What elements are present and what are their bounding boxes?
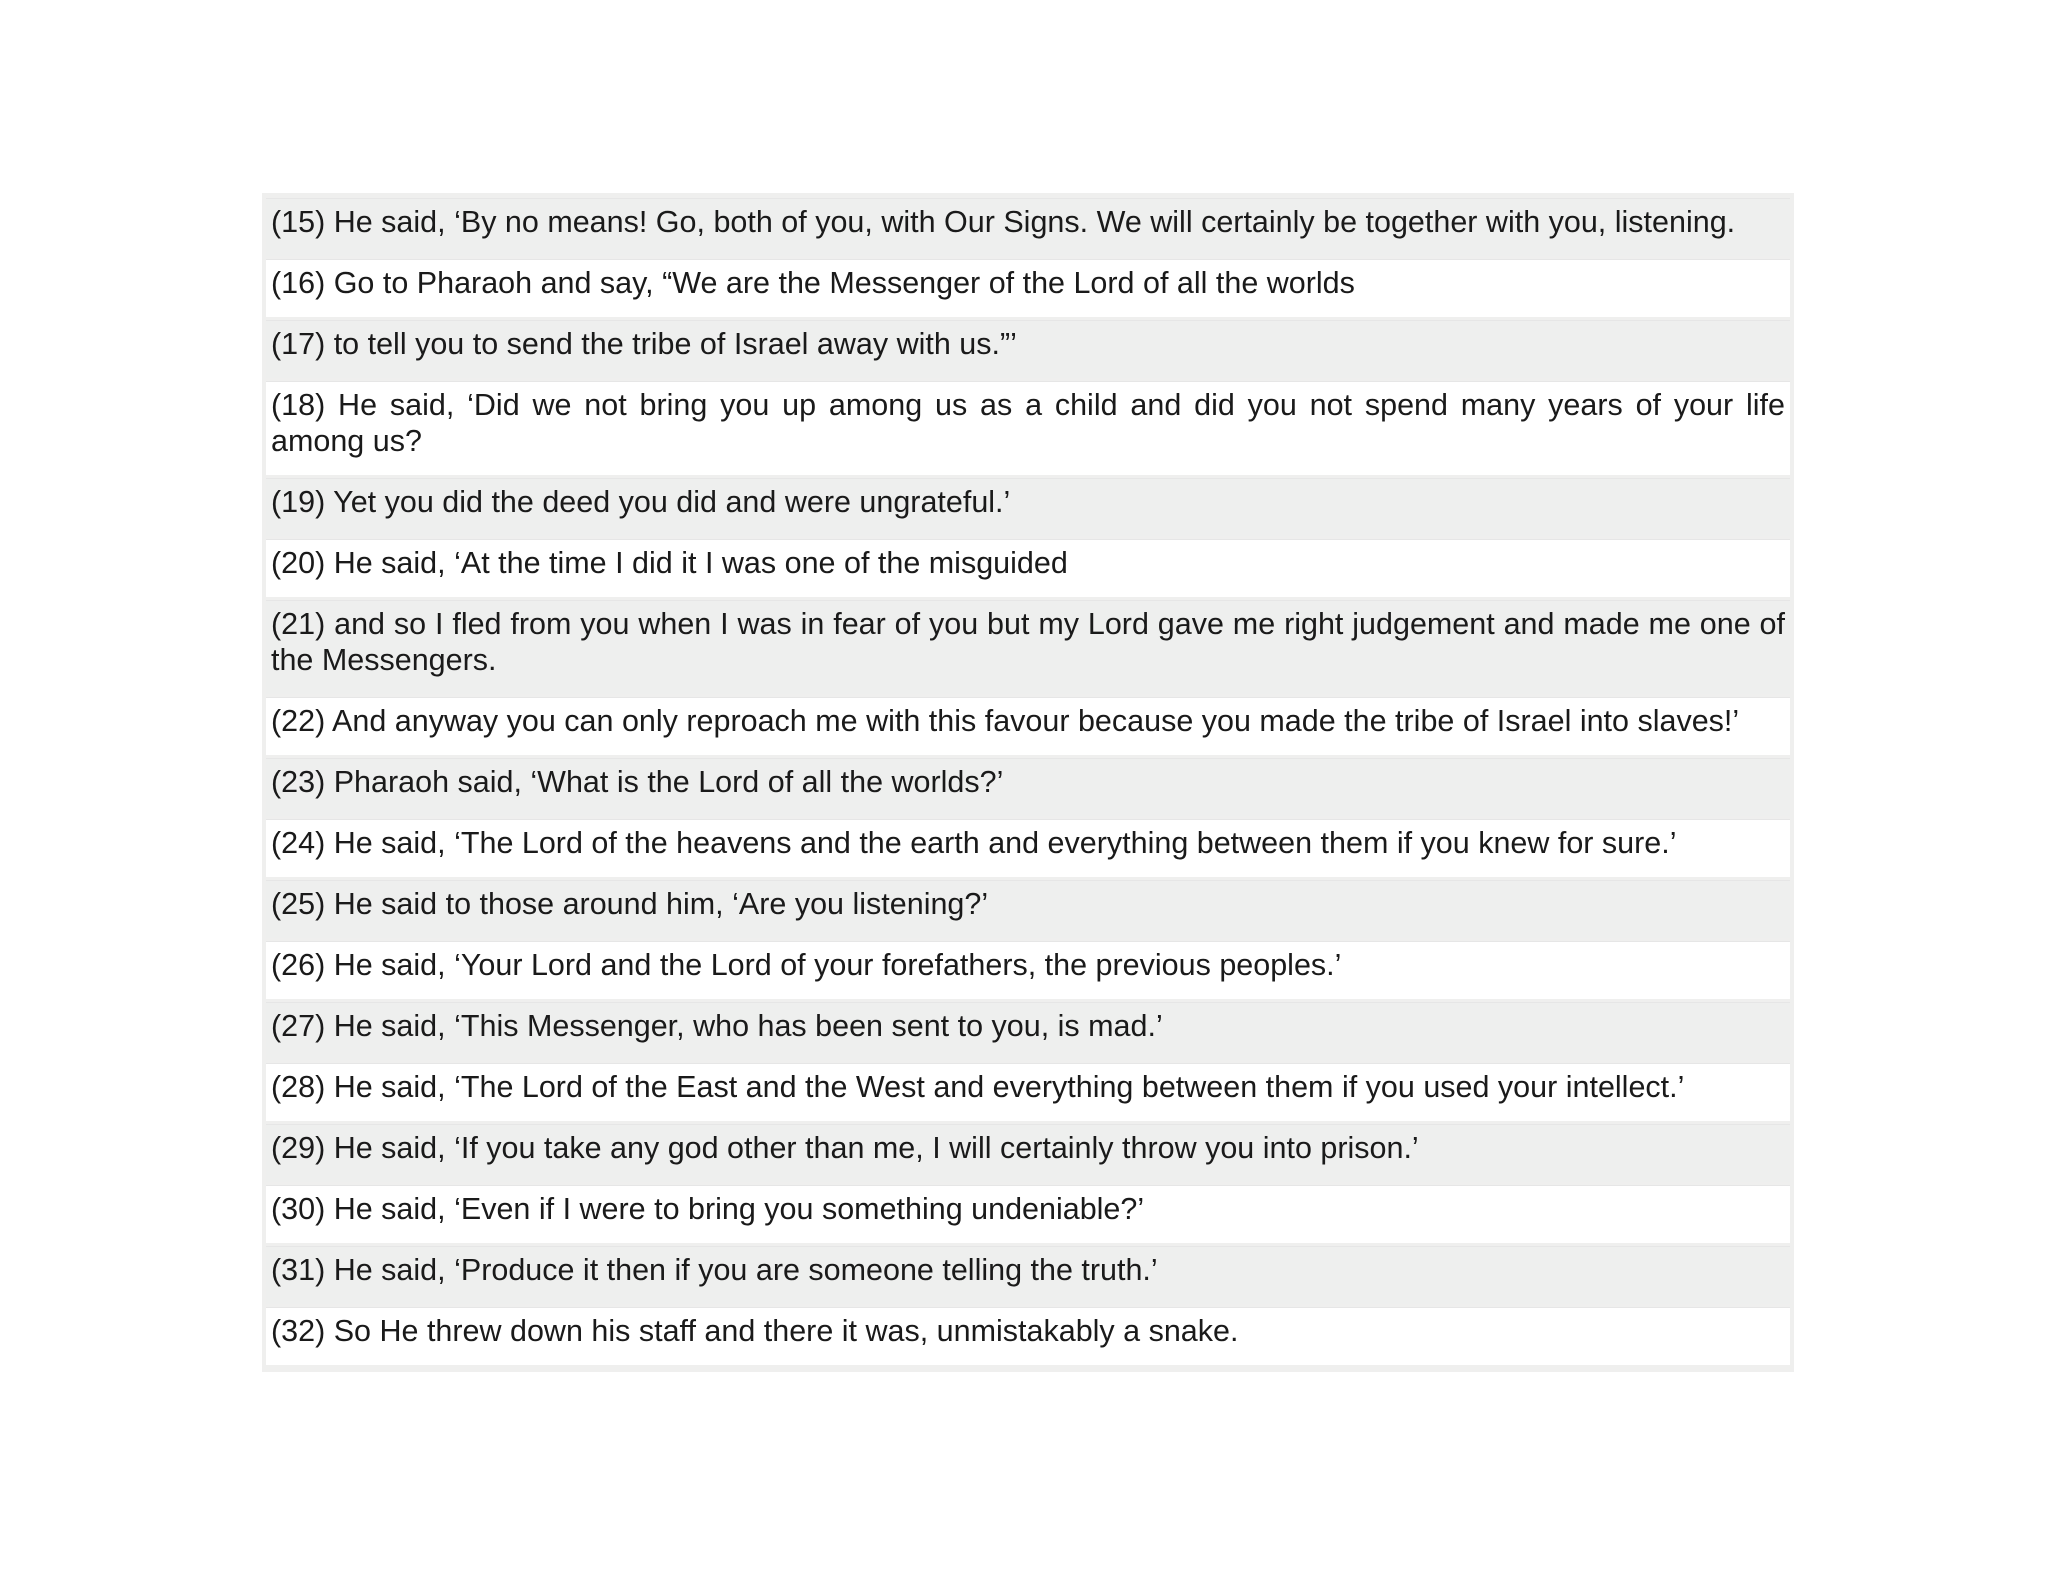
verse-row-30: (30) He said, ‘Even if I were to bring you something undeniable?’ (266, 1185, 1790, 1243)
verse-row-21: (21) and so I fled from you when I was in fear of you but my Lord gave me right judgement and made me one of the Messengers. (266, 600, 1790, 694)
verse-row-23: (23) Pharaoh said, ‘What is the Lord of all the worlds?’ (266, 758, 1790, 816)
verse-row-22: (22) And anyway you can only reproach me with this favour because you made the tribe of Israel into slaves!’ (266, 697, 1790, 755)
verse-row-25: (25) He said to those around him, ‘Are you listening?’ (266, 880, 1790, 938)
verse-row-28: (28) He said, ‘The Lord of the East and the West and everything between them if you used your intellect.’ (266, 1063, 1790, 1121)
verse-row-27: (27) He said, ‘This Messenger, who has been sent to you, is mad.’ (266, 1002, 1790, 1060)
verse-row-17: (17) to tell you to send the tribe of Israel away with us.”’ (266, 320, 1790, 378)
verse-row-31: (31) He said, ‘Produce it then if you are someone telling the truth.’ (266, 1246, 1790, 1304)
verse-table (262, 193, 1794, 1372)
verse-row-19: (19) Yet you did the deed you did and were ungrateful.’ (266, 478, 1790, 536)
verse-row-15: (15) He said, ‘By no means! Go, both of you, with Our Signs. We will certainly be together with you, listening. (266, 198, 1790, 256)
verse-row-32: (32) So He threw down his staff and there it was, unmistakably a snake. (266, 1307, 1790, 1365)
verse-row-18: (18) He said, ‘Did we not bring you up among us as a child and did you not spend many years of your life among us? (266, 381, 1790, 475)
verse-row-24: (24) He said, ‘The Lord of the heavens and the earth and everything between them if you knew for sure.’ (266, 819, 1790, 877)
verse-row-29: (29) He said, ‘If you take any god other than me, I will certainly throw you into prison.’ (266, 1124, 1790, 1182)
verse-row-20: (20) He said, ‘At the time I did it I was one of the misguided (266, 539, 1790, 597)
verse-row-16: (16) Go to Pharaoh and say, “We are the Messenger of the Lord of all the worlds (266, 259, 1790, 317)
verse-row-26: (26) He said, ‘Your Lord and the Lord of your forefathers, the previous peoples.’ (266, 941, 1790, 999)
